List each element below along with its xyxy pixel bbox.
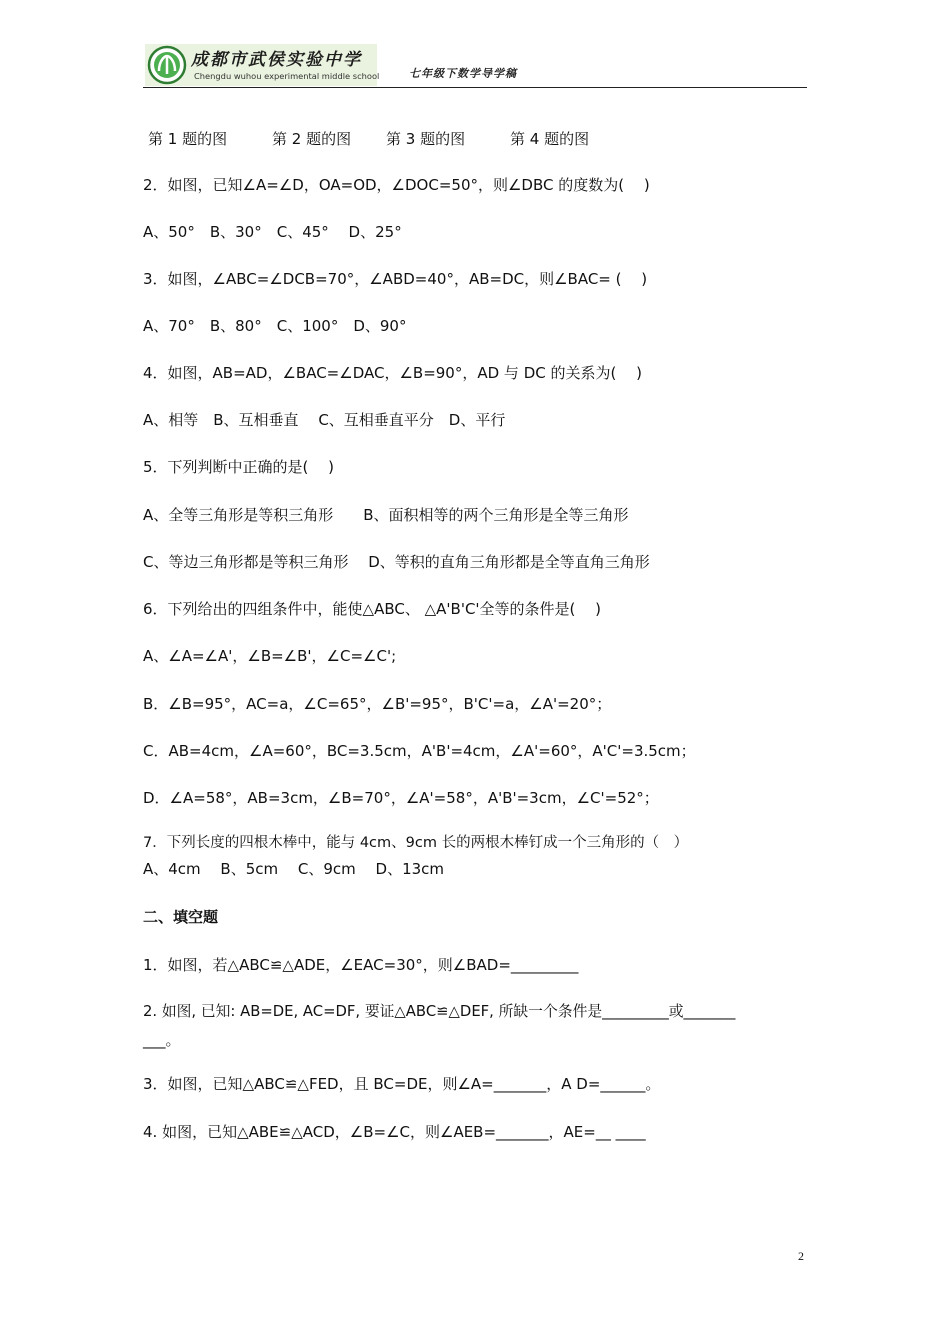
question-5: 5．下列判断中正确的是( ) — [143, 458, 335, 476]
caption-fig1: 第 1 题的图 — [148, 130, 228, 148]
fill-question-2: 2. 如图, 已知: AB=DE, AC=DF, 要证△ABC≌△DEF, 所缺一个条件是_________或_______ — [143, 1003, 736, 1020]
question-4: 4．如图，AB=AD，∠BAC=∠DAC，∠B=90°，AD 与 DC 的关系为( ) — [143, 364, 642, 382]
caption-fig4: 第 4 题的图 — [510, 130, 590, 148]
caption-fig3: 第 3 题的图 — [386, 130, 466, 148]
school-logo — [145, 44, 380, 86]
figure-captions — [148, 128, 589, 149]
question-6-option-d: D．∠A=58°，AB=3cm，∠B=70°，∠A'=58°，A'B'=3cm，∠C'=52°； — [143, 789, 659, 807]
question-6-option-c: C．AB=4cm，∠A=60°，BC=3.5cm，A'B'=4cm，∠A'=60°，A'C'=3.5cm； — [143, 742, 696, 760]
question-2: 2．如图，已知∠A=∠D，OA=OD，∠DOC=50°，则∠DBC 的度数为( ) — [143, 176, 650, 194]
question-3: 3．如图，∠ABC=∠DCB=70°，∠ABD=40°，AB=DC，则∠BAC= ( ) — [143, 270, 648, 288]
question-7-options: A、4cm B、5cm C、9cm D、13cm — [143, 860, 445, 878]
question-3-options: A、70° B、80° C、100° D、90° — [143, 317, 407, 335]
question-5-options-cd: C、等边三角形都是等积三角形 D、等积的直角三角形都是全等直角三角形 — [143, 553, 650, 571]
fill-question-3: 3．如图，已知△ABC≌△FED，且 BC=DE，则∠A=_______，A D=______。 — [143, 1075, 661, 1093]
section-2-title: 二、填空题 — [143, 908, 219, 926]
document-title: 七年级下数学导学稿 — [409, 67, 517, 80]
question-2-options: A、50° B、30° C、45° D、25° — [143, 223, 402, 241]
fill-question-2-cont: ___。 — [143, 1031, 181, 1049]
fill-question-4: 4. 如图，已知△ABE≌△ACD，∠B=∠C，则∠AEB=_______，AE=__ ____ — [143, 1123, 646, 1141]
question-5-options-ab: A、全等三角形是等积三角形 B、面积相等的两个三角形是全等三角形 — [143, 506, 629, 524]
question-6-option-a: A、∠A=∠A'，∠B=∠B'，∠C=∠C'; — [143, 647, 397, 665]
school-name-cn: 成都市武侯实验中学 — [191, 50, 362, 70]
caption-fig2: 第 2 题的图 — [272, 130, 352, 148]
fill-question-1: 1．如图，若△ABC≌△ADE，∠EAC=30°，则∠BAD=_________ — [143, 956, 579, 974]
question-7: 7．下列长度的四根木棒中，能与 4cm、9cm 长的两根木棒钉成一个三角形的（ ） — [143, 835, 689, 851]
school-name-en: Chengdu wuhou experimental middle school — [194, 71, 380, 81]
page-header — [143, 40, 807, 88]
question-4-options: A、相等 B、互相垂直 C、互相垂直平分 D、平行 — [143, 411, 506, 429]
page-number: 2 — [798, 1249, 804, 1263]
question-6-option-b: B．∠B=95°，AC=a，∠C=65°，∠B'=95°，B'C'=a，∠A'=20°； — [143, 695, 612, 713]
question-6: 6．下列给出的四组条件中，能使△ABC、 △A'B'C'全等的条件是( ) — [143, 600, 602, 618]
